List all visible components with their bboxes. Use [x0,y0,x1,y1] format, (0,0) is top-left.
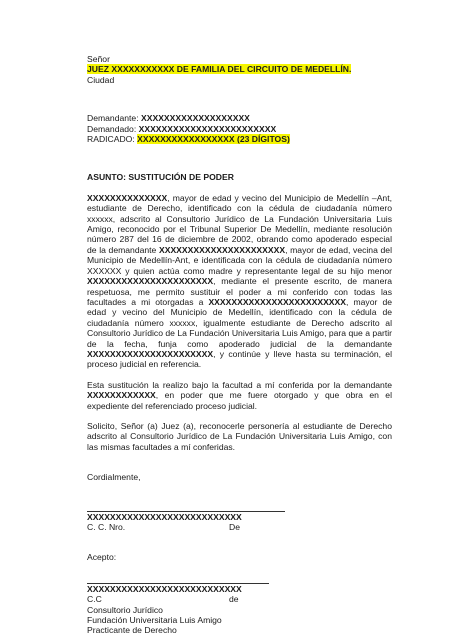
radicado-line [87,134,392,144]
salutation: Señor [87,54,110,64]
closing-cordially: Cordialmente, [87,472,141,483]
paragraph-2-text-b: , en poder que me fuere otorgado y que obra en el expediente del referenciado proceso judicial. [87,390,392,411]
paragraph-1 [87,193,392,370]
substitute-name: XXXXXXXXXXXXXXXXXXXXXXXX [208,296,347,307]
signature-2-id-row [87,594,392,604]
judge-addressee: JUEZ XXXXXXXXXXX DE FAMILIA DEL CIRCUITO DE MEDELLÍN. [87,64,352,75]
plaintiff-name-3: XXXXXXXXXXXX [87,390,156,401]
demandado-value: XXXXXXXXXXXXXXXXXXXXXXXX [138,123,277,134]
city-line: Ciudad [87,74,115,85]
demandante-value: XXXXXXXXXXXXXXXXXXX [141,113,250,124]
demandado-label: Demandado: [87,123,137,134]
paragraph-1-text-e: , y continúe y lleve hasta su terminación, el proceso judicial en referencia. [87,348,392,370]
paragraph-1-text-d: , mayor de edad y vecino del Municipio de Medellín, identificado con la cédula de ciudadanía número xxxxxx, igualmente estudiante de Derecho adscrito al Consultorio Jurídico de La Fundación Universitaria Luis Amigo, para que a partir de la fecha, funja como apoderado judicial de la demandante [87,296,392,349]
radicado-value: XXXXXXXXXXXXXXXXX (23 DÍGITOS) [137,134,290,145]
signature-2-institution: Fundación Universitaria Luis Amigo [87,615,222,626]
signature-1-id-row [87,522,392,532]
paragraph-2-text-a: Esta sustitución la realizo bajo la facultad a mí conferida por la demandante [87,379,392,390]
attorney-name: XXXXXXXXXXXXXX [87,192,168,203]
signature-1-cc: C. C. Nro. [87,522,126,532]
demandante-line [87,113,392,123]
paragraph-3: Solicito, Señor (a) Juez (a), reconocerle personería al estudiante de Derecho adscrito al Consultorio Jurídico de La Fundación Universitaria Luis Amigo, con las mismas facultades a mí conferidas. [87,420,392,452]
accept-label: Acepto: [87,552,117,563]
signature-2-cc: C.C [87,594,102,605]
paragraph-1-text-a: , mayor de edad y vecino del Municipio de Medellín –Ant, estudiante de Derecho, identificado con la cédula de ciudadanía número xxxxxx, adscrito al Consultorio Jurídico de La Fundación Universitaria Luis Amigo, reconocido por el Tribunal Superior De Medellín, mediante resolución número 287 del 16 de diciembre de 2002, obrando como apoderado especial de la demandante [87,192,392,255]
paragraph-2 [87,380,392,411]
minor-name: XXXXXXXXXXXXXXXXXXXXXX [87,276,214,287]
signature-2-name: XXXXXXXXXXXXXXXXXXXXXXXXXXX [87,583,242,594]
demandado-line [87,124,392,134]
signature-2-de: de [229,594,239,605]
paragraph-1-text-c: , mediante el presente escrito, de manera respetuosa, me permito sustituir el poder a mi conferido con todas las facultades a mi otorgadas a [87,276,392,307]
plaintiff-name-2: XXXXXXXXXXXXXXXXXXXXXX [87,348,214,359]
plaintiff-name: XXXXXXXXXXXXXXXXXXXXXX [158,244,286,255]
radicado-label: RADICADO: [87,134,135,145]
demandante-label: Demandante: [87,113,139,124]
paragraph-1-text-b: , mayor de edad, vecina del Municipio de Medellín-Ant, e identificada con la cédula de ciudadanía número XXXXXX y quien actúa como madre y representante legal de su hijo menor [87,244,392,276]
signature-2-office: Consultorio Jurídico [87,604,163,615]
letter-body [87,54,392,636]
signature-1-de: De [229,522,240,532]
signature-1-name: XXXXXXXXXXXXXXXXXXXXXXXXXXX [87,511,242,522]
signature-2-role: Practicante de Derecho [87,625,177,636]
subject-line: ASUNTO: SUSTITUCIÓN DE PODER [87,172,234,183]
